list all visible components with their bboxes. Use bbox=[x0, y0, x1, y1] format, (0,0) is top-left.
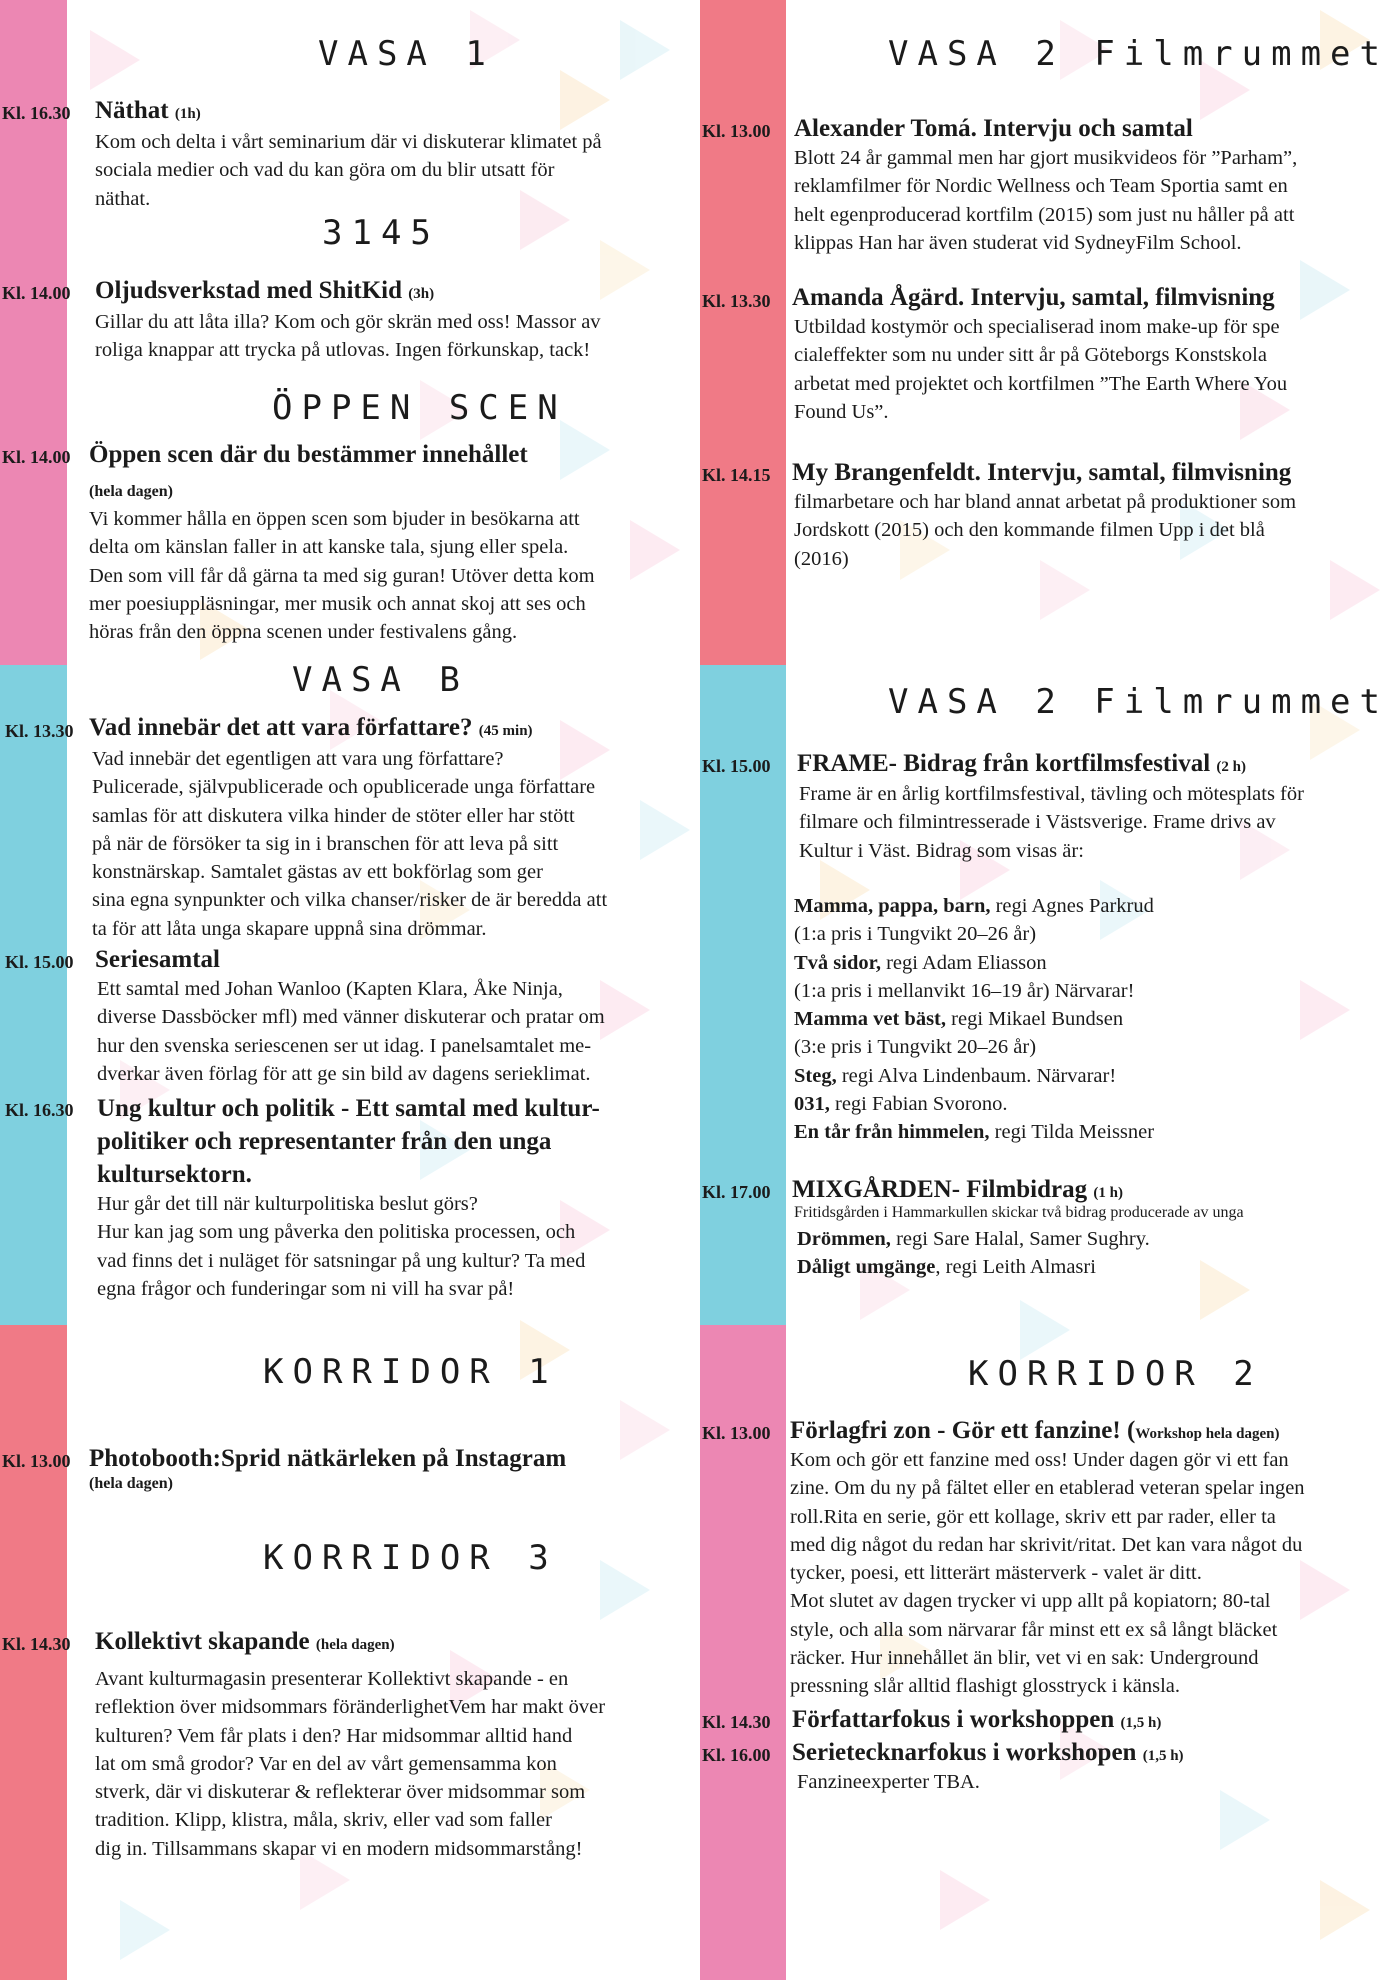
text-line: Hur kan jag som ung påverka den politiska processen, och bbox=[97, 1221, 576, 1244]
event-description bbox=[97, 1190, 697, 1303]
event-title-text: Serietecknarfokus i workshopen bbox=[792, 1739, 1137, 1766]
event-description bbox=[92, 745, 692, 943]
film-title: Steg, bbox=[794, 1064, 837, 1087]
text-line: (2016) bbox=[794, 547, 849, 570]
event-title bbox=[89, 713, 533, 746]
text-line: med dig något du redan har skrivit/ritat. Det kan vara något du bbox=[790, 1533, 1303, 1556]
text-line: Kom och gör ett fanzine med oss! Under dagen gör vi ett fan bbox=[790, 1449, 1289, 1471]
event-title bbox=[792, 1738, 1184, 1771]
text-line: lat om små grodor? Var en del av vårt gemensamma kon bbox=[95, 1752, 557, 1775]
film-credit: regi Fabian Svorono. bbox=[829, 1093, 1008, 1116]
event-title bbox=[790, 1416, 1279, 1449]
event-title-text: Vad innebär det att vara författare? bbox=[89, 714, 473, 741]
event-description bbox=[89, 505, 689, 646]
text-line: Avant kulturmagasin presenterar Kollektivt skapande - en bbox=[95, 1668, 569, 1690]
film-entry bbox=[794, 977, 1394, 1005]
event-time: Kl. 15.00 bbox=[702, 756, 771, 776]
event-subtitle: Fritidsgården i Hammarkullen skickar två bidrag producerade av unga bbox=[794, 1204, 1244, 1221]
text-line: Utbildad kostymör och specialiserad inom make-up för spe bbox=[794, 316, 1280, 338]
text-line: Gillar du att låta illa? Kom och gör skrän med oss! Massor av bbox=[95, 311, 601, 333]
film-credit: , regi Leith Almasri bbox=[935, 1256, 1096, 1279]
event-title-text: MIXGÅRDEN- Filmbidrag bbox=[792, 1176, 1088, 1203]
text-line: reflektion över midsommars föränderlighetVem har makt över bbox=[95, 1696, 606, 1719]
event-time: Kl. 14.00 bbox=[2, 283, 71, 303]
text-line: Jordskott (2015) och den kommande filmen Upp i det blå bbox=[794, 519, 1265, 542]
film-entry bbox=[794, 1062, 1394, 1090]
film-entry bbox=[794, 892, 1394, 920]
text-line: sociala medier och vad du kan göra om du blir utsatt för bbox=[95, 159, 555, 182]
heading-vasa-2-filmrummet: VASA 2 Filmrummet bbox=[888, 34, 1389, 74]
text-line: Vad innebär det egentligen att vara ung författare? bbox=[92, 748, 504, 770]
event-title bbox=[797, 749, 1246, 782]
text-line: style, och alla som närvarar får minst ett ex så långt bläcket bbox=[790, 1618, 1278, 1641]
event-description bbox=[97, 975, 697, 1088]
event-duration: (1 h) bbox=[1093, 1185, 1123, 1201]
event-title-text: Författarfokus i workshoppen bbox=[792, 1706, 1115, 1733]
text-line: diverse Dassböcker mfl) med vänner diskuterar och pratar om bbox=[97, 1006, 605, 1029]
text-line: roll.Rita en serie, gör ett kollage, skriv ett par rader, eller ta bbox=[790, 1505, 1276, 1528]
event-description bbox=[797, 1768, 1397, 1796]
text-line: Kom och delta i vårt seminarium där vi diskuterar klimatet på bbox=[95, 131, 602, 153]
text-line: Ett samtal med Johan Wanloo (Kapten Klara, Åke Ninja, bbox=[97, 978, 563, 1000]
film-entry bbox=[794, 949, 1394, 977]
event-subtitle: (hela dagen) bbox=[89, 1475, 173, 1492]
heading-oppen-scen: ÖPPEN SCEN bbox=[272, 388, 567, 428]
film-entry bbox=[794, 1033, 1394, 1061]
film-title: Två sidor, bbox=[794, 951, 881, 974]
text-line: zine. Om du ny på fältet eller en etablerad veteran spelar ingen bbox=[790, 1477, 1305, 1500]
event-description bbox=[799, 780, 1399, 865]
event-duration: (1,5 h) bbox=[1142, 1748, 1184, 1764]
text-line: roliga knappar att trycka på utlovas. Ingen förkunskap, tack! bbox=[95, 339, 591, 362]
film-entry bbox=[794, 920, 1394, 948]
text-line: egna frågor och funderingar som ni vill ha svar på! bbox=[97, 1277, 515, 1300]
event-title-text: Förlagfri zon - Gör ett fanzine! ( bbox=[790, 1417, 1136, 1444]
event-time: Kl. 14.30 bbox=[2, 1634, 71, 1654]
text-line: helt egenproducerad kortfilm (2015) som just nu håller på att bbox=[794, 203, 1295, 226]
event-description bbox=[95, 1665, 695, 1863]
event-title bbox=[95, 1627, 395, 1660]
film-entry bbox=[794, 1118, 1394, 1146]
heading-vasa-2-filmrummet: VASA 2 Filmrummet bbox=[888, 682, 1389, 722]
text-line: Pulicerade, självpublicerade och opublicerade unga författare bbox=[92, 776, 596, 799]
event-title-text: Näthat bbox=[95, 97, 169, 124]
film-entry bbox=[797, 1253, 1397, 1281]
event-title: Seriesamtal bbox=[95, 946, 220, 973]
text-line: sina egna synpunkter och vilka chanser/risker de är beredda att bbox=[92, 889, 608, 912]
event-title-line: kultursektorn. bbox=[97, 1161, 252, 1188]
event-title-text: Kollektivt skapande bbox=[95, 1628, 310, 1655]
text-line: delta om känslan faller in att kanske tala, sjung eller spela. bbox=[89, 536, 569, 559]
film-credit: regi Mikael Bundsen bbox=[946, 1008, 1124, 1031]
text-line: hur den svenska seriescenen ser ut idag. I panelsamtalet me- bbox=[97, 1034, 592, 1057]
event-time: Kl. 13.30 bbox=[5, 721, 74, 741]
text-line: filmarbetare och har bland annat arbetat på produktioner som bbox=[794, 491, 1297, 513]
text-line: arbetat med projektet och kortfilmen ”The Earth Where You bbox=[794, 372, 1288, 395]
event-title-text: FRAME- Bidrag från kortfilmsfestival bbox=[797, 750, 1211, 777]
event-time: Kl. 13.00 bbox=[2, 1451, 71, 1471]
event-title-line: politiker och representanter från den unga bbox=[97, 1128, 552, 1155]
text-line: Frame är en årlig kortfilmsfestival, tävling och mötesplats för bbox=[799, 783, 1304, 805]
event-time: Kl. 16.30 bbox=[5, 1100, 74, 1120]
text-line: stverk, där vi diskuterar & reflekterar över midsommar som bbox=[95, 1781, 586, 1804]
heading-vasa-1: VASA 1 bbox=[318, 34, 495, 74]
text-line: Blott 24 år gammal men har gjort musikvideos för ”Parham”, bbox=[794, 147, 1298, 169]
film-title: Mamma vet bäst, bbox=[794, 1008, 947, 1031]
text-line: tycker, poesi, ett litterärt mästerverk - valet är ditt. bbox=[790, 1562, 1202, 1585]
event-duration: Workshop hela dagen) bbox=[1135, 1426, 1280, 1442]
event-title-line: Ung kultur och politik - Ett samtal med kultur- bbox=[97, 1095, 600, 1122]
film-title: En tår från himmelen, bbox=[794, 1121, 990, 1144]
event-title: Photobooth:Sprid nätkärleken på Instagram bbox=[89, 1445, 567, 1472]
event-description bbox=[794, 313, 1394, 426]
event-time: Kl. 13.30 bbox=[702, 291, 771, 311]
text-line: Hur går det till när kulturpolitiska beslut görs? bbox=[97, 1193, 478, 1215]
heading-korridor-3: KORRIDOR 3 bbox=[263, 1538, 558, 1578]
event-duration: (1h) bbox=[174, 106, 201, 122]
text-line: dverkar även förlag för att ge sin bild av dagens serieklimat. bbox=[97, 1062, 591, 1085]
event-time: Kl. 13.00 bbox=[702, 121, 771, 141]
event-time: Kl. 14.30 bbox=[702, 1712, 771, 1732]
film-credit: (3:e pris i Tungvikt 20–26 år) bbox=[794, 1036, 1037, 1059]
event-description bbox=[95, 128, 695, 213]
film-title: Drömmen, bbox=[797, 1228, 891, 1250]
event-title bbox=[95, 96, 201, 129]
event-duration: (2 h) bbox=[1216, 759, 1246, 775]
event-description bbox=[790, 1446, 1390, 1701]
text-line: tradition. Klipp, klistra, måla, skriv, eller vad som faller bbox=[95, 1809, 552, 1832]
text-line: höras från den öppna scenen under festivalens gång. bbox=[89, 621, 518, 644]
text-line: näthat. bbox=[95, 187, 151, 210]
text-line: Den som vill får då gärna ta med sig guran! Utöver detta kom bbox=[89, 564, 595, 587]
event-time: Kl. 17.00 bbox=[702, 1182, 771, 1202]
text-line: konstnärskap. Samtalet gästas av ett bokförlag som ger bbox=[92, 861, 543, 884]
film-title: 031, bbox=[794, 1093, 830, 1116]
event-title: Öppen scen där du bestämmer innehållet bbox=[89, 441, 528, 468]
text-line: på när de försöker ta sig in i branschen för att leva på sitt bbox=[92, 832, 559, 855]
event-time: Kl. 14.15 bbox=[702, 465, 771, 485]
event-description bbox=[794, 144, 1394, 257]
film-credit: regi Sare Halal, Samer Sughry. bbox=[890, 1228, 1150, 1250]
film-list bbox=[797, 1225, 1397, 1282]
text-line: samlas för att diskutera vilka hinder de stöter eller har stött bbox=[92, 804, 575, 827]
event-title: My Brangenfeldt. Intervju, samtal, filmvisning bbox=[792, 459, 1292, 486]
event-description bbox=[95, 308, 695, 365]
heading-korridor-2: KORRIDOR 2 bbox=[968, 1354, 1263, 1394]
film-entry bbox=[794, 1090, 1394, 1118]
event-duration: (1,5 h) bbox=[1120, 1715, 1162, 1731]
film-entry bbox=[794, 1005, 1394, 1033]
text-line: Vi kommer hålla en öppen scen som bjuder in besökarna att bbox=[89, 508, 580, 530]
text-line: klippas Han har även studerat vid SydneyFilm School. bbox=[794, 231, 1242, 254]
text-line: mer poesiuppläsningar, mer musik och annat skoj att ses och bbox=[89, 592, 586, 615]
heading-korridor-1: KORRIDOR 1 bbox=[263, 1352, 558, 1392]
event-duration: (3h) bbox=[408, 286, 435, 302]
text-line: cialeffekter som nu under sitt år på Göteborgs Konstskola bbox=[794, 344, 1267, 367]
event-title: Alexander Tomá. Intervju och samtal bbox=[794, 115, 1193, 142]
text-line: vad finns det i nuläget för satsningar på ung kultur? Ta med bbox=[97, 1249, 586, 1272]
film-credit: regi Tilda Meissner bbox=[989, 1121, 1155, 1144]
film-credit: (1:a pris i mellanvikt 16–19 år) Närvarar! bbox=[794, 979, 1135, 1002]
event-title-text: Oljudsverkstad med ShitKid bbox=[95, 277, 403, 304]
text-line: kulturen? Vem får plats i den? Har midsommar alltid hand bbox=[95, 1724, 573, 1747]
event-duration: (hela dagen) bbox=[315, 1637, 395, 1653]
heading-vasa-b: VASA B bbox=[292, 660, 469, 700]
text-line: Found Us”. bbox=[794, 400, 889, 423]
event-description bbox=[794, 488, 1394, 573]
event-title: Amanda Ågärd. Intervju, samtal, filmvisning bbox=[792, 284, 1275, 311]
film-credit: regi Adam Eliasson bbox=[880, 951, 1047, 974]
text-line: dig in. Tillsammans skapar vi en modern midsommarstång! bbox=[95, 1837, 583, 1860]
text-line: Mot slutet av dagen trycker vi upp allt på kopiatorn; 80-tal bbox=[790, 1590, 1271, 1613]
event-time: Kl. 15.00 bbox=[5, 952, 74, 972]
text-line: räcker. Hur innehållet än blir, vet vi en sak: Underground bbox=[790, 1647, 1259, 1670]
event-time: Kl. 16.30 bbox=[2, 103, 71, 123]
event-title bbox=[95, 276, 434, 309]
film-title: Mamma, pappa, barn, bbox=[794, 895, 991, 917]
text-line: pressning slår alltid flashigt glosstryck i känsla. bbox=[790, 1675, 1181, 1698]
heading-3145: 3145 bbox=[322, 213, 440, 253]
film-title: Dåligt umgänge bbox=[797, 1256, 936, 1279]
event-time: Kl. 16.00 bbox=[702, 1745, 771, 1765]
event-time: Kl. 13.00 bbox=[702, 1423, 771, 1443]
event-duration: (45 min) bbox=[478, 723, 533, 739]
film-credit: (1:a pris i Tungvikt 20–26 år) bbox=[794, 923, 1037, 946]
film-credit: regi Agnes Parkrud bbox=[990, 895, 1154, 917]
film-entry bbox=[797, 1225, 1397, 1253]
text-line: filmare och filmintresserade i Västsverige. Frame drivs av bbox=[799, 811, 1276, 834]
film-list bbox=[794, 892, 1394, 1147]
text-line: ta för att låta unga skapare uppnå sina drömmar. bbox=[92, 917, 487, 940]
event-title bbox=[792, 1705, 1161, 1738]
text-line: Kultur i Väst. Bidrag som visas är: bbox=[799, 839, 1084, 862]
film-credit: regi Alva Lindenbaum. Närvarar! bbox=[836, 1064, 1117, 1087]
text-line: reklamfilmer för Nordic Wellness och Team Sportia samt en bbox=[794, 175, 1288, 198]
text-line: Fanzineexperter TBA. bbox=[797, 1771, 980, 1793]
event-title bbox=[97, 1092, 600, 1191]
event-time: Kl. 14.00 bbox=[2, 447, 71, 467]
event-subtitle: (hela dagen) bbox=[89, 483, 173, 500]
